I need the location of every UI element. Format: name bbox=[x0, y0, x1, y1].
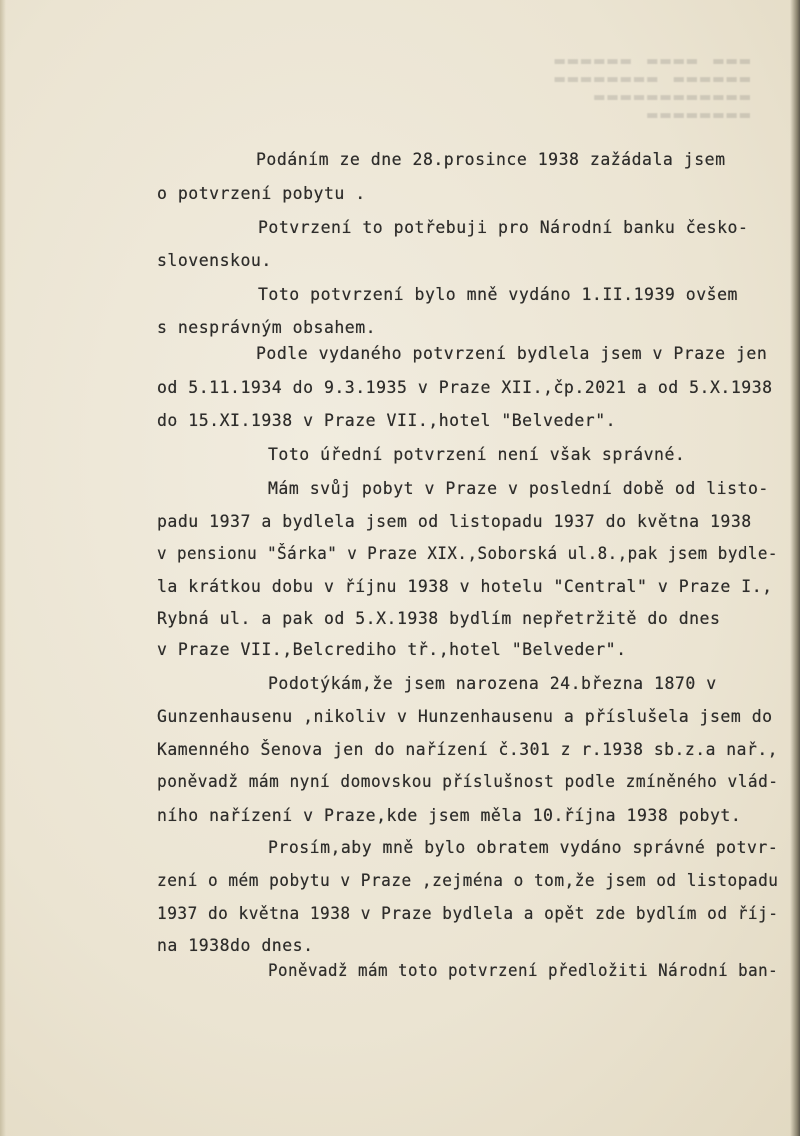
letter-line: Rybná ul. a pak od 5.X.1938 bydlím nepřetržitě do dnes bbox=[157, 609, 721, 628]
letter-line: Podáním ze dne 28.prosince 1938 zažádala jsem bbox=[256, 150, 726, 169]
letter-line: o potvrzení pobytu . bbox=[157, 184, 366, 203]
letter-line: poněvadž mám nyní domovskou příslušnost podle zmíněného vlád- bbox=[157, 772, 779, 791]
letter-line: od 5.11.1934 do 9.3.1935 v Praze XII.,čp.2021 a od 5.X.1938 bbox=[157, 378, 773, 397]
letter-line: ního nařízení v Praze,kde jsem měla 10.října 1938 pobyt. bbox=[157, 806, 742, 825]
letter-line: padu 1937 a bydlela jsem od listopadu 1937 do května 1938 bbox=[157, 512, 752, 531]
letter-line: Podotýkám,že jsem narozena 24.března 1870 v bbox=[268, 674, 717, 693]
letter-line: s nesprávným obsahem. bbox=[157, 318, 377, 337]
letter-line: v pensionu "Šárka" v Praze XIX.,Soborská ul.8.,pak jsem bydle- bbox=[157, 544, 778, 563]
letter-line: Gunzenhausenu ,nikoliv v Hunzenhausenu a příslušela jsem do bbox=[157, 707, 773, 726]
paper-edge-left bbox=[0, 0, 6, 1136]
letter-line: 1937 do května 1938 v Praze bydlela a opět zde bydlím od říj- bbox=[157, 904, 779, 923]
letter-line: la krátkou dobu v říjnu 1938 v hotelu "Central" v Praze I., bbox=[157, 577, 773, 596]
letter-line: Toto potvrzení bylo mně vydáno 1.II.1939 ovšem bbox=[258, 285, 738, 304]
letter-line: Toto úřední potvrzení není však správné. bbox=[268, 445, 686, 464]
letter-line: Prosím,aby mně bylo obratem vydáno správné potvr- bbox=[268, 838, 779, 857]
letter-line: slovenskou. bbox=[157, 251, 272, 270]
letter-line: Potvrzení to potřebuji pro Národní banku česko- bbox=[258, 218, 749, 237]
letter-line: Poněvadž mám toto potvrzení předložiti Národní ban- bbox=[268, 961, 779, 980]
letter-line: na 1938do dnes. bbox=[157, 936, 314, 955]
letter-line: Podle vydaného potvrzení bydlela jsem v Praze jen bbox=[256, 344, 768, 363]
letter-line: do 15.XI.1938 v Praze VII.,hotel "Belveder". bbox=[157, 411, 617, 430]
letter-line: Kamenného Šenova jen do nařízení č.301 z r.1938 sb.z.a nař., bbox=[157, 740, 779, 759]
letter-line: v Praze VII.,Belcrediho tř.,hotel "Belveder". bbox=[157, 640, 627, 659]
letter-line: Mám svůj pobyt v Praze v poslední době od listo- bbox=[268, 479, 769, 498]
paper-edge-right bbox=[790, 0, 800, 1136]
letter-line: zení o mém pobytu v Praze ,zejména o tom,že jsem od listopadu bbox=[157, 871, 779, 890]
bleed-through-letterhead: ▬▬▬ ▬▬▬▬ ▬▬▬▬▬▬ ▬▬▬▬▬▬ ▬▬▬▬▬▬▬▬ ▬▬▬▬▬▬▬▬▬▬▬▬ ▬▬▬▬▬▬▬▬ bbox=[551, 51, 750, 125]
